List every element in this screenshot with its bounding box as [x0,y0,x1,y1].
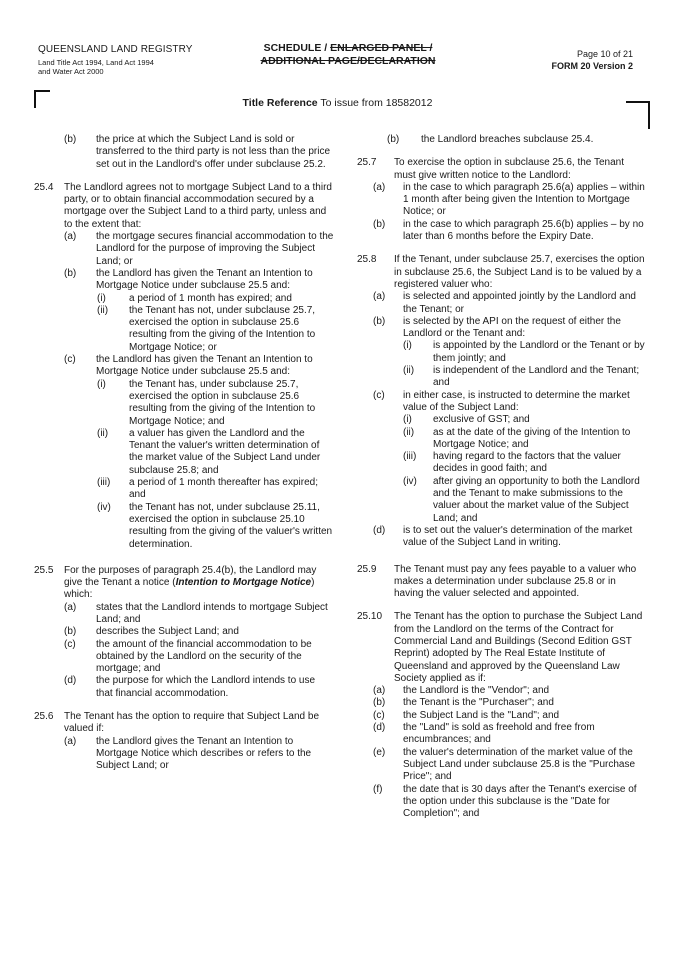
subitem-number: (i) [97,292,106,304]
title-reference-label: Title Reference [242,97,318,109]
item-number: (a) [373,181,386,193]
form-version: FORM 20 Version 2 [551,61,633,71]
subitem-text: is independent of the Landlord and the Tenant; and [433,365,640,389]
clause-text-part: ) which: [64,577,315,601]
clause-25-4-c-ii [97,428,334,477]
clause-25-4-c [64,354,334,379]
subitem-number: (iii) [97,477,111,489]
clause-25-8-b [373,316,647,341]
item-text: is to set out the valuer's determination of the market value of the Subject Land in writing. [403,524,633,549]
acts-line-1: Land Title Act 1994, Land Act 1994 [38,58,154,67]
clause-number: 25.8 [357,254,377,266]
clause-25-10-f [373,784,647,821]
subitem-number: (ii) [403,426,415,438]
clause-25-8-c-iv [403,476,647,525]
clause-25-8-b-ii [403,365,647,390]
enlarged-panel-label: ENLARGED PANEL / [330,42,433,54]
item-text: the Subject Land is the "Land"; and [403,709,560,721]
item-text: the Landlord is the "Vendor"; and [403,685,550,697]
clause-number: 25.4 [34,181,54,193]
subitem-text: having regard to the factors that the valuer decides in good faith; and [433,451,621,475]
subitem-number: (i) [403,414,412,426]
item-text: the date that is 30 days after the Tenant's exercise of the option under this subclause is the "Date for Completion"; and [403,783,637,820]
clause-25-8-c-iii [403,451,647,476]
item-number: (a) [373,685,386,697]
clause-25-5-d [64,675,334,700]
clause-number: 25.7 [357,157,377,169]
item-number: (a) [64,231,77,243]
clause-25-8-a [373,291,647,316]
item-number: (b) [64,626,77,638]
item-number: (c) [64,354,76,366]
item-text: the Landlord has given the Tenant an Intention to Mortgage Notice under subclause 25.5 and: [96,354,313,378]
item-text: the Tenant is the "Purchaser"; and [403,697,554,709]
item-text: describes the Subject Land; and [96,626,239,638]
clause-25-4-b [64,268,334,293]
subitem-number: (iii) [403,451,417,463]
clause-25-6 [34,711,334,736]
acts-line-2: and Water Act 2000 [38,67,104,76]
clause-25-7 [357,157,647,182]
item-text: the Landlord gives the Tenant an Intention to Mortgage Notice which describes or refers to the Subject Land; or [96,735,312,772]
schedule-label: SCHEDULE / [263,42,331,54]
clause-25-8-d [373,525,647,550]
defined-term: Intention to Mortgage Notice [175,577,312,589]
clause-25-10 [357,611,647,685]
clause-25-7-a [373,182,647,219]
clause-25-9 [357,564,647,601]
item-number: (b) [373,315,386,327]
item-number: (c) [373,709,385,721]
item-text: in the case to which paragraph 25.6(b) applies – by no later than 6 months before the Expiry Date. [403,218,644,243]
clause-number: 25.5 [34,564,54,576]
clause-25-6-b [387,134,647,146]
clause-25-10-b [373,697,647,709]
clause-25-5-b [64,626,334,638]
item-number: (d) [373,722,386,734]
subitem-number: (i) [403,340,412,352]
page-number: Page 10 of 21 [576,49,633,59]
subitem-text: a valuer has given the Landlord and the Tenant the valuer's written determination of the market value of the Subject Land under subclause 25.8; and [129,427,321,476]
clause-25-4-c-iv [97,502,334,551]
clause-25-4-b-i [97,293,334,305]
subitem-text: the Tenant has not, under subclause 25.11, exercised the option in subclause 25.10 resulting from the giving of the valuer's written determination. [129,501,333,550]
item-number: (c) [373,389,385,401]
item-number: (e) [373,746,386,758]
item-number: (c) [64,638,76,650]
clause-text: The Tenant has the option to require that Subject Land be valued if: [64,711,319,735]
clause-25-10-c [373,710,647,722]
clause-25-5 [34,565,334,602]
clause-25-8 [357,254,647,291]
clause-text [64,565,334,602]
clause-text-part: For the purposes of paragraph 25.4(b), the Landlord may give the Tenant a notice ( [64,564,317,589]
item-number: (b) [373,218,386,230]
clause-25-10-d [373,722,647,747]
subitem-number: (ii) [403,365,415,377]
clause-25-8-c-i [403,414,647,426]
registry-name: QUEENSLAND LAND REGISTRY [38,44,193,55]
subitem-text: a period of 1 month has expired; and [129,292,292,304]
clause-25-7-b [373,219,647,244]
additional-page-label: ADDITIONAL PAGE/DECLARATION [260,55,436,67]
item-number: (d) [64,675,77,687]
item-text: the mortgage secures financial accommodation to the Landlord for the purpose of improving the Subject Land; or [96,231,334,267]
clause-25-10-e [373,747,647,784]
subitem-number: (ii) [97,427,109,439]
subitem-text: exclusive of GST; and [433,414,530,426]
left-column [34,134,334,773]
title-reference [0,97,675,109]
subitem-number: (iv) [97,501,111,513]
clause-25-4-c-iii [97,477,334,502]
subitem-text: the Tenant has not, under subclause 25.7, exercised the option in subclause 25.6 resulting from the giving of the Intention to Mortgage Notice; or [129,304,316,353]
clause-25-8-b-i [403,340,647,365]
clause-25-10-a [373,685,647,697]
clause-25-4-b-ii [97,305,334,354]
clause-25-3-b [64,134,334,171]
item-text: the price at which the Subject Land is sold or transferred to the third party is not less than the price set out in the Landlord's offer under subclause 25.2. [96,134,331,170]
clause-text: To exercise the option in subclause 25.6, the Tenant must give written notice to the Landlord: [394,157,624,181]
item-number: (b) [64,134,77,145]
item-text: the purpose for which the Landlord intends to use that financial accommodation. [96,675,316,699]
item-number: (f) [373,783,383,795]
clause-text: The Tenant must pay any fees payable to a valuer who makes a determination under subclause 25.8 or in having the valuer selected and appointed. [394,563,637,600]
subitem-number: (i) [97,378,106,390]
right-column [357,134,647,820]
clause-25-6-a [64,736,334,773]
item-text: the amount of the financial accommodation to be obtained by the Landlord on the security of the mortgage; and [96,638,312,675]
item-number: (b) [64,267,77,279]
item-number: (a) [373,291,386,303]
clause-25-4-a [64,231,334,268]
subitem-text: is appointed by the Landlord or the Tenant or by them jointly; and [433,340,645,364]
item-text: is selected and appointed jointly by the Landlord and the Tenant; or [403,291,636,315]
clause-text: The Landlord agrees not to mortgage Subject Land to a third party, or to obtain financial accommodation secured by a mortgage over the Subject Land to a third party, unless and to the extent that: [64,181,332,230]
clause-25-5-a [64,602,334,627]
subitem-text: a period of 1 month thereafter has expired; and [129,477,319,501]
clause-number: 25.9 [357,563,377,575]
item-text: in either case, is instructed to determine the market value of the Subject Land: [403,389,630,413]
item-text: in the case to which paragraph 25.6(a) applies – within 1 month after being given the Intention to Mortgage Notice; or [403,181,645,218]
subitem-number: (ii) [97,304,109,316]
subitem-text: after giving an opportunity to both the Landlord and the Tenant to make submissions to the valuer about the market value of the Subject Land; and [433,475,640,524]
item-text: the Landlord breaches subclause 25.4. [421,134,594,145]
item-text: the Landlord has given the Tenant an Intention to Mortgage Notice under subclause 25.5 and: [96,267,313,292]
item-number: (b) [387,134,400,145]
item-number: (a) [64,601,77,613]
clause-25-5-c [64,639,334,676]
clause-25-4 [34,182,334,231]
clause-25-4-c-i [97,379,334,428]
clause-number: 25.10 [357,611,383,623]
item-text: states that the Landlord intends to mortgage Subject Land; and [96,601,328,625]
clause-text: The Tenant has the option to purchase the Subject Land from the Landlord on the terms of the Contract for Commercial Land and Buildings (Second Edition GST Reprint) adopted by The Real Estate Institute of Queensland and approved by the Queensland Law Society applied as if: [394,611,643,684]
registry-header [38,44,238,76]
title-reference-value: To issue from 18582012 [320,97,433,109]
item-text: the "Land" is sold as freehold and free from encumbrances; and [403,722,595,746]
subitem-text: the Tenant has, under subclause 25.7, exercised the option in subclause 25.6 resulting from the giving of the Intention to Mortgage Notice; and [129,378,316,427]
item-number: (d) [373,524,386,536]
clause-number: 25.6 [34,711,54,723]
schedule-heading [238,42,458,68]
item-number: (a) [64,735,77,747]
clause-text: If the Tenant, under subclause 25.7, exercises the option in subclause 25.6, the Subject Land is to be valued by a registered valuer who: [394,254,645,290]
item-number: (b) [373,697,386,709]
subitem-number: (iv) [403,475,417,487]
clause-25-8-c-ii [403,427,647,452]
item-text: the valuer's determination of the market value of the Subject Land under subclause 25.8 is the "Purchase Price"; and [403,746,636,783]
item-text: is selected by the API on the request of either the Landlord or the Tenant and: [403,315,621,340]
page-info [551,48,633,72]
clause-25-8-c [373,390,647,415]
subitem-text: as at the date of the giving of the Intention to Mortgage Notice; and [433,426,631,450]
